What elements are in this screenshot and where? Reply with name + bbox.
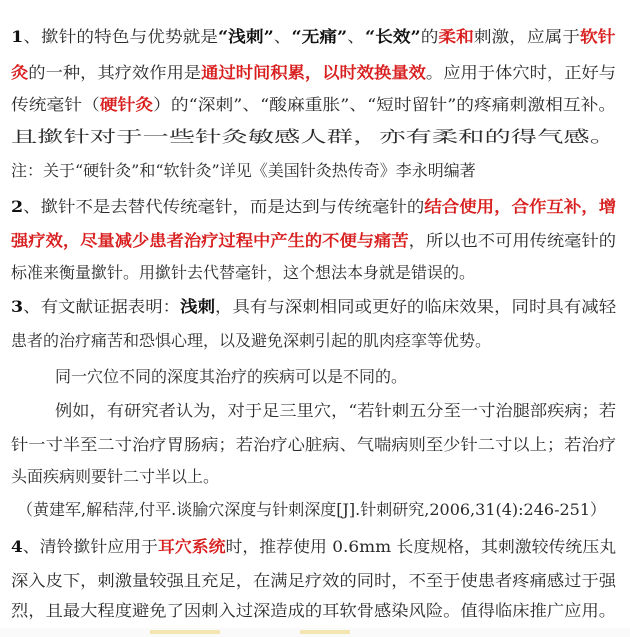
text-line [11,126,616,148]
bottom-edge [0,628,630,637]
text-run: 标准来衡量撳针。用撳针去代替毫针，这个想法本身就是错误的。 [11,263,476,282]
text-run: 针一寸半至二寸治疗胃肠病；若治疗心脏病、气喘病则至少针二寸以上；若治疗 [11,435,617,454]
text-run: 、 [273,27,292,46]
text-run: 头面疾病则要针二寸半以上。 [11,467,220,486]
text-line [11,536,616,558]
text-run: 患者的治疗痛苦和恐惧心理，以及避免深刺引起的肌肉痉挛等优势。 [11,331,492,350]
bold-text: 浅刺 [180,297,216,316]
highlighted-text: 强疗效，尽量减少患者治疗过程中产生的不便与痛苦 [11,231,409,250]
text-line [11,94,616,116]
text-line [11,600,616,622]
bold-text: “长效” [364,27,421,46]
text-line [11,296,616,318]
text-line [17,499,606,521]
text-run: 且撳针对于一些针灸敏感人群，亦有柔和的得气感。 [11,127,617,146]
text-line [11,466,219,488]
text-run: 的一种，其疗效作用是 [28,63,202,82]
text-run: 深入皮下，刺激量较强且充足，在满足疗效的同时，不至于使患者疼痛感过于强 [11,571,617,590]
text-line [11,26,615,48]
highlighted-text: 柔和 [438,27,474,46]
text-run: 、 [347,27,365,46]
bold-text: “无痛” [291,27,348,46]
bold-text: 3 [11,297,24,316]
text-run: 、清铃撳针应用于 [22,537,158,556]
text-line [55,400,616,422]
text-run: ）的“深刺”、“酸麻重胀”、“短时留针”的疼痛刺激相互补。 [153,95,617,114]
highlighted-text: 硬针灸 [99,95,154,114]
text-line [11,62,616,84]
text-run: 的 [420,27,439,46]
highlighted-text: 结合使用，合作互补，增 [424,197,617,216]
bold-text: 1 [11,27,24,46]
text-run: 传统毫针（ [11,95,100,114]
text-run: 同一穴位不同的深度其治疗的疾病可以是不同的。 [55,367,408,386]
text-run: ，具有与深刺相同或更好的临床效果，同时具有减轻 [215,297,617,316]
highlight-mark [150,630,220,634]
highlighted-text: 耳穴系统 [157,537,226,556]
highlighted-text: 软针 [580,27,616,46]
text-line [11,570,616,592]
bold-text: 4 [11,537,23,556]
bold-text: 2 [11,197,24,216]
text-line [55,366,407,388]
text-run: ，所以也不可用传统毫针的 [408,231,617,250]
text-run: 。应用于体穴时，正好与 [425,63,617,82]
text-run: 、撳针不是去替代传统毫针，而是达到与传统毫针的 [23,197,425,216]
text-line [11,230,616,252]
text-run: 刺激，应属于 [473,27,581,46]
highlighted-text: 灸 [11,63,29,82]
text-run: 烈，且最大程度避免了因刺入过深造成的耳软骨感染风险。值得临床推广应用。 [11,601,617,620]
text-line [11,262,475,284]
bold-text: “浅刺” [217,27,274,46]
text-run: 时，推荐使用 0.6mm 长度规格，其刺激较传统压丸 [225,537,617,556]
text-run: （黄建军,解秸萍,付平.谈腧穴深度与针刺深度[J].针刺研究,2006,31(4):246-251） [17,500,607,519]
highlighted-text: 通过时间积累，以时效换量效 [201,63,426,82]
text-run: 、撳针的特色与优势就是 [23,27,218,46]
text-line [11,434,616,456]
highlight-mark [300,630,350,634]
text-run: 、有文献证据表明： [23,297,181,316]
text-run: 例如，有研究者认为，对于足三里穴，“若针刺五分至一寸治腿部疾病；若 [55,401,617,420]
text-line [11,196,616,218]
text-run: 注：关于“硬针灸”和“软针灸”详见《美国针灸热传奇》李永明编著 [11,161,476,180]
text-line [11,160,476,182]
text-line [11,330,491,352]
